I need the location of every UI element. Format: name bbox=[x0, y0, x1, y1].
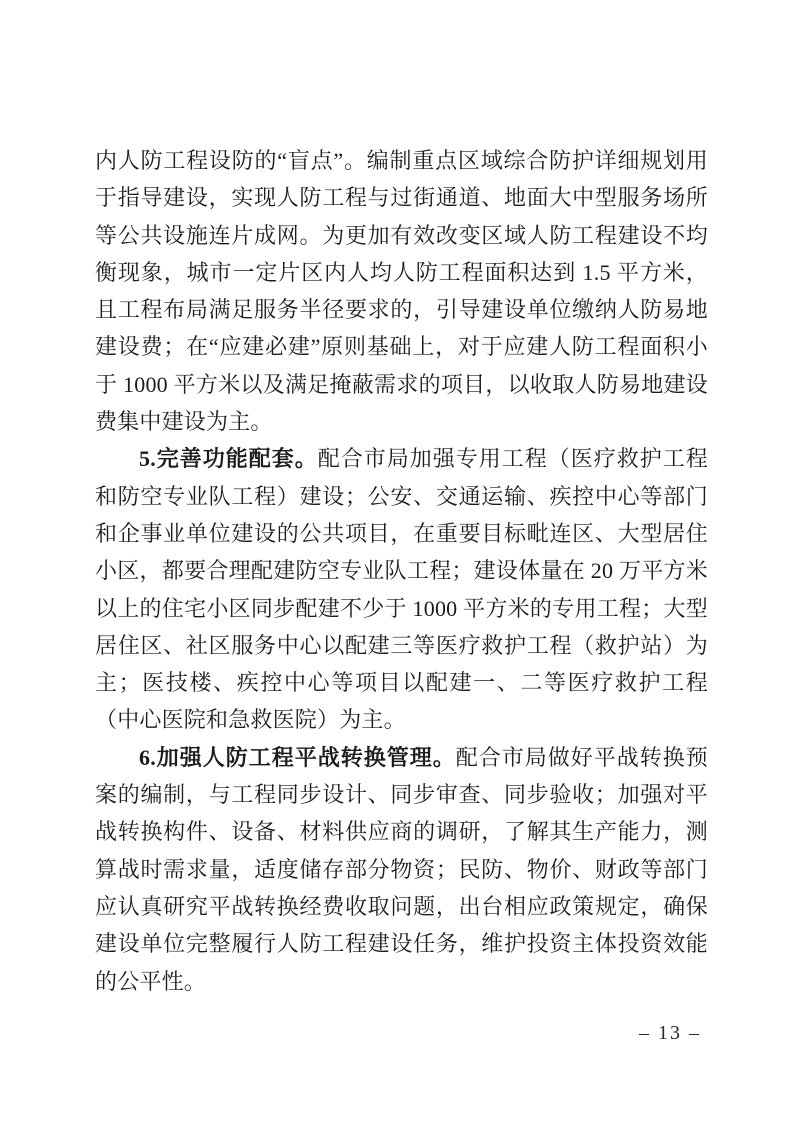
text-body bbox=[95, 142, 708, 1000]
paragraph-item-6 bbox=[95, 739, 708, 1000]
paragraph-lead: 6.加强人防工程平战转换管理。 bbox=[139, 744, 456, 770]
paragraph-body: 内人防工程设防的“盲点”。编制重点区域综合防护详细规划用于指导建设，实现人防工程与过街通道、地面大中型服务场所等公共设施连片成网。为更加有效改变区域人防工程建设不均衡现象，城市一定片区内人均人防工程面积达到 1.5 平方米，且工程布局满足服务半径要求的，引导建设单位缴纳人防易地建设费；在“应建必建”原则基础上，对于应建人防工程面积小于 1000 平方米以及满足掩蔽需求的项目，以收取人防易地建设费集中建设为主。 bbox=[95, 148, 708, 435]
paragraph-body: 配合市局做好平战转换预案的编制，与工程同步设计、同步审查、同步验收；加强对平战转换构件、设备、材料供应商的调研，了解其生产能力，测算战时需求量，适度储存部分物资；民防、物价、财政等部门应认真研究平战转换经费收取问题，出台相应政策规定，确保建设单位完整履行人防工程建设任务，维护投资主体投资效能的公平性。 bbox=[95, 744, 708, 994]
paragraph-body: 配合市局加强专用工程（医疗救护工程和防空专业队工程）建设；公安、交通运输、疾控中心等部门和企事业单位建设的公共项目，在重要目标毗连区、大型居住小区，都要合理配建防空专业队工程；建设体量在 20 万平方米以上的住宅小区同步配建不少于 1000 平方米的专用工程；大型居住区、社区服务中心以配建三等医疗救护工程（救护站）为主；医技楼、疾控中心等项目以配建一、二等医疗救护工程（中心医院和急救医院）为主。 bbox=[95, 446, 708, 733]
paragraph-item-5 bbox=[95, 440, 708, 738]
page-number: – 13 – bbox=[639, 1022, 701, 1044]
paragraph-continuation bbox=[95, 142, 708, 440]
paragraph-lead: 5.完善功能配套。 bbox=[139, 446, 318, 472]
